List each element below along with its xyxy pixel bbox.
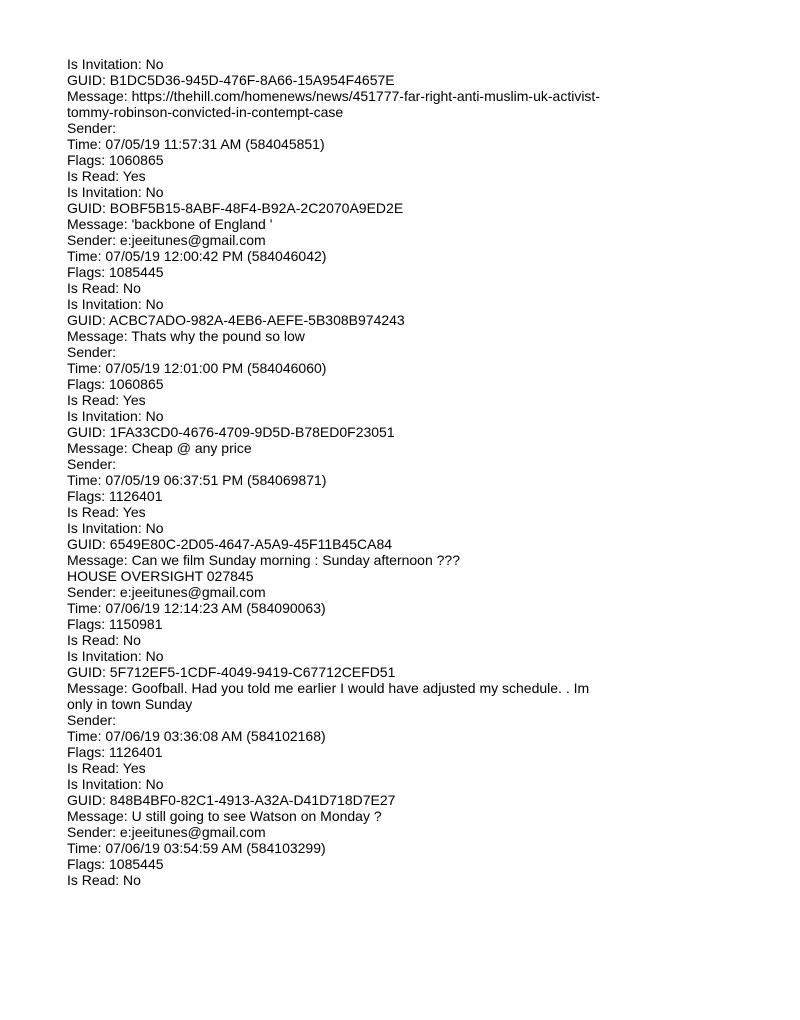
field-flags: Flags: 1085445: [67, 264, 164, 280]
field-is-read: Is Read: Yes: [67, 168, 146, 184]
field-time: Time: 07/06/19 03:54:59 AM (584103299): [67, 840, 326, 856]
bates-stamp: HOUSE OVERSIGHT 027845: [67, 568, 254, 584]
field-time: Time: 07/06/19 03:36:08 AM (584102168): [67, 728, 326, 744]
field-guid: GUID: B1DC5D36-945D-476F-8A66-15A954F4657E: [67, 72, 395, 88]
field-is-invitation: Is Invitation: No: [67, 520, 164, 536]
field-guid: GUID: 6549E80C-2D05-4647-A5A9-45F11B45CA84: [67, 536, 393, 552]
field-guid: GUID: ACBC7ADO-982A-4EB6-AEFE-5B308B974243: [67, 312, 405, 328]
field-time: Time: 07/06/19 12:14:23 AM (584090063): [67, 600, 326, 616]
field-is-invitation: Is Invitation: No: [67, 776, 164, 792]
field-message: Message: Can we film Sunday morning : Sunday afternoon ???: [67, 552, 461, 568]
field-is-read: Is Read: Yes: [67, 392, 146, 408]
field-message-continued: tommy-robinson-convicted-in-contempt-case: [67, 104, 344, 120]
field-is-read: Is Read: Yes: [67, 760, 146, 776]
field-time: Time: 07/05/19 12:00:42 PM (584046042): [67, 248, 327, 264]
field-flags: Flags: 1126401: [67, 488, 163, 504]
field-message: Message: https://thehill.com/homenews/news/451777-far-right-anti-muslim-uk-activist-: [67, 88, 600, 104]
field-sender: Sender:: [67, 120, 117, 136]
field-is-invitation: Is Invitation: No: [67, 296, 164, 312]
field-sender: Sender:: [67, 712, 117, 728]
field-time: Time: 07/05/19 06:37:51 PM (584069871): [67, 472, 327, 488]
field-guid: GUID: 1FA33CD0-4676-4709-9D5D-B78ED0F23051: [67, 424, 395, 440]
field-message: Message: 'backbone of England ': [67, 216, 273, 232]
field-message-continued: only in town Sunday: [67, 696, 193, 712]
field-flags: Flags: 1060865: [67, 152, 164, 168]
field-is-invitation: Is Invitation: No: [67, 184, 164, 200]
field-flags: Flags: 1085445: [67, 856, 164, 872]
field-is-invitation: Is Invitation: No: [67, 408, 164, 424]
field-time: Time: 07/05/19 11:57:31 AM (584045851): [67, 136, 325, 152]
field-sender: Sender:: [67, 344, 117, 360]
field-is-read: Is Read: No: [67, 280, 141, 296]
field-is-read: Is Read: No: [67, 632, 141, 648]
field-sender: Sender:: [67, 456, 117, 472]
field-flags: Flags: 1126401: [67, 744, 163, 760]
field-sender: Sender: e:jeeitunes@gmail.com: [67, 232, 266, 248]
field-message: Message: Goofball. Had you told me earlier I would have adjusted my schedule. . Im: [67, 680, 590, 696]
field-guid: GUID: 848B4BF0-82C1-4913-A32A-D41D718D7E27: [67, 792, 396, 808]
field-guid: GUID: 5F712EF5-1CDF-4049-9419-C67712CEFD51: [67, 664, 396, 680]
field-is-invitation: Is Invitation: No: [67, 648, 164, 664]
field-is-read: Is Read: No: [67, 872, 141, 888]
field-time: Time: 07/05/19 12:01:00 PM (584046060): [67, 360, 327, 376]
field-message: Message: U still going to see Watson on Monday ?: [67, 808, 382, 824]
field-is-read: Is Read: Yes: [67, 504, 146, 520]
field-sender: Sender: e:jeeitunes@gmail.com: [67, 824, 266, 840]
field-flags: Flags: 1060865: [67, 376, 164, 392]
field-is-invitation: Is Invitation: No: [67, 56, 164, 72]
field-sender: Sender: e:jeeitunes@gmail.com: [67, 584, 266, 600]
field-guid: GUID: BOBF5B15-8ABF-48F4-B92A-2C2070A9ED2E: [67, 200, 404, 216]
message-log-document: [67, 56, 707, 888]
field-flags: Flags: 1150981: [67, 616, 163, 632]
field-message: Message: Cheap @ any price: [67, 440, 252, 456]
field-message: Message: Thats why the pound so low: [67, 328, 305, 344]
